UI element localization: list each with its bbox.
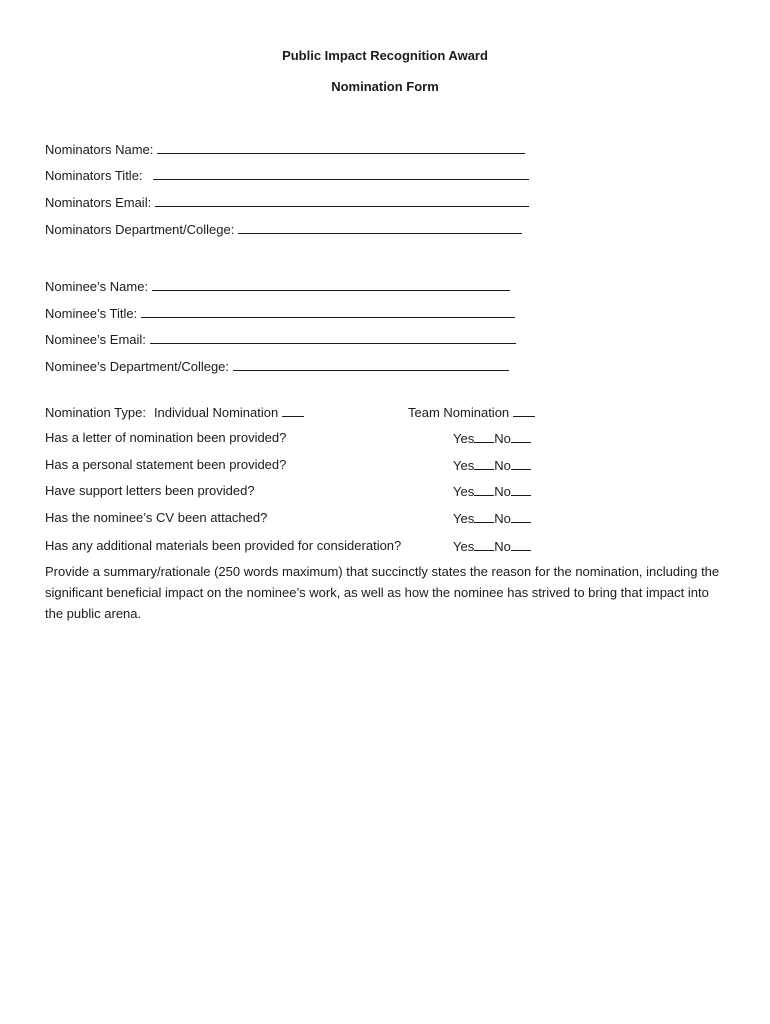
individual-nomination-label: Individual Nomination xyxy=(153,405,279,420)
yes-blank[interactable] xyxy=(474,510,494,523)
nominator-name-label: Nominators Name: xyxy=(45,142,154,157)
checklist-question: Have support letters been provided? xyxy=(45,483,255,498)
nominee-department-row xyxy=(45,358,509,374)
nominee-title-label: Nominee’s Title: xyxy=(45,306,138,321)
nominee-email-field[interactable] xyxy=(150,331,516,344)
yes-blank[interactable] xyxy=(474,430,494,443)
yes-no-field xyxy=(453,510,531,526)
nominator-department-row xyxy=(45,221,522,237)
nominator-email-row xyxy=(45,194,529,210)
form-title: Public Impact Recognition Award xyxy=(282,48,488,63)
nominator-name-row xyxy=(45,141,525,157)
checklist-question: Has the nominee’s CV been attached? xyxy=(45,510,268,525)
yes-label: Yes xyxy=(453,484,475,499)
summary-instructions: Provide a summary/rationale (250 words maximum) that succinctly states the reason for the nomination, including the significant beneficial impact on the nominee’s work, as well as how the nominee has strived to bring that impact into the public arena. xyxy=(45,564,720,621)
no-label: No xyxy=(494,431,511,446)
yes-label: Yes xyxy=(453,539,475,554)
nominator-department-field[interactable] xyxy=(238,221,522,234)
nomination-type-row xyxy=(45,404,304,420)
no-label: No xyxy=(494,539,511,554)
nominator-email-field[interactable] xyxy=(155,194,529,207)
nominee-department-field[interactable] xyxy=(233,358,509,371)
yes-blank[interactable] xyxy=(474,483,494,496)
nominee-title-field[interactable] xyxy=(141,305,515,318)
nominator-title-field[interactable] xyxy=(153,167,529,180)
no-label: No xyxy=(494,511,511,526)
nominee-department-label: Nominee’s Department/College: xyxy=(45,359,230,374)
yes-blank[interactable] xyxy=(474,538,494,551)
nominator-email-label: Nominators Email: xyxy=(45,195,152,210)
nomination-type-label: Nomination Type: xyxy=(45,405,146,420)
individual-nomination-field[interactable] xyxy=(282,404,304,417)
no-label: No xyxy=(494,458,511,473)
no-blank[interactable] xyxy=(511,538,531,551)
checklist-item xyxy=(45,510,267,525)
no-blank[interactable] xyxy=(511,430,531,443)
team-nomination-label: Team Nomination xyxy=(408,405,510,420)
checklist-item xyxy=(45,457,286,472)
no-blank[interactable] xyxy=(511,483,531,496)
no-label: No xyxy=(494,484,511,499)
form-subtitle: Nomination Form xyxy=(331,79,439,94)
yes-blank[interactable] xyxy=(474,457,494,470)
checklist-question: Has a personal statement been provided? xyxy=(45,457,287,472)
nominee-name-row xyxy=(45,278,510,294)
nominator-title-label: Nominators Title: xyxy=(45,168,143,183)
nominee-email-label: Nominee’s Email: xyxy=(45,332,146,347)
checklist-question: Has a letter of nomination been provided? xyxy=(45,430,287,445)
nominee-title-row xyxy=(45,305,515,321)
yes-label: Yes xyxy=(453,458,475,473)
yes-label: Yes xyxy=(453,511,475,526)
yes-label: Yes xyxy=(453,431,475,446)
checklist-item xyxy=(45,430,286,445)
yes-no-field xyxy=(453,430,531,446)
nominee-name-field[interactable] xyxy=(152,278,510,291)
nominator-title-row xyxy=(45,167,529,183)
no-blank[interactable] xyxy=(511,510,531,523)
nominator-department-label: Nominators Department/College: xyxy=(45,222,235,237)
team-nomination-row xyxy=(408,404,535,420)
yes-no-field xyxy=(453,457,531,473)
nominee-email-row xyxy=(45,331,516,347)
nominee-name-label: Nominee’s Name: xyxy=(45,279,149,294)
team-nomination-field[interactable] xyxy=(513,404,535,417)
checklist-item xyxy=(45,483,255,498)
yes-no-field xyxy=(453,483,531,499)
yes-no-field xyxy=(453,538,531,554)
no-blank[interactable] xyxy=(511,457,531,470)
checklist-question: Has any additional materials been provided for consideration? xyxy=(45,538,402,553)
checklist-item xyxy=(45,538,401,553)
nominator-name-field[interactable] xyxy=(157,141,525,154)
